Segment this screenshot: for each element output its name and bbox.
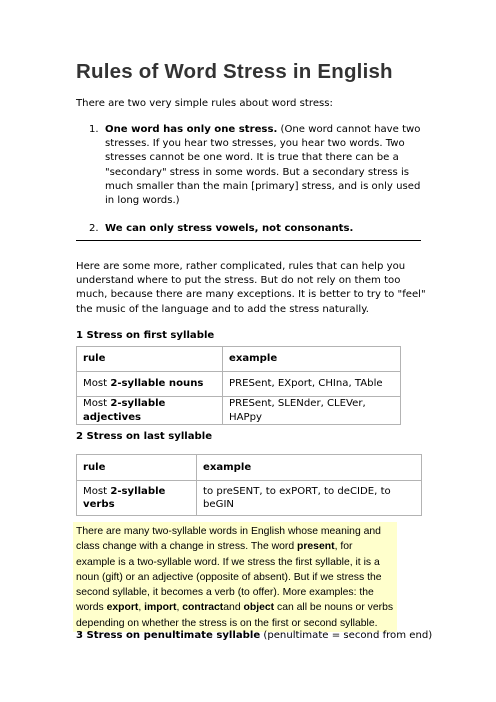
table-row — [77, 397, 401, 425]
rule-bold-text: One word has only one stress. — [105, 124, 278, 135]
example-cell: PRESent, SLENder, CLEVer, HAPpy — [223, 397, 401, 425]
page-title: Rules of Word Stress in English — [76, 60, 393, 83]
horizontal-divider — [76, 240, 421, 241]
example-cell: PRESent, EXport, CHIna, TAble — [223, 372, 401, 397]
stress-table-first-syllable — [76, 346, 401, 425]
list-number: 1. — [89, 124, 99, 135]
column-header-rule: rule — [77, 455, 197, 481]
section-heading: 1 Stress on first syllable — [76, 330, 215, 341]
example-cell: to preSENT, to exPORT, to deCIDE, to beGIN — [197, 481, 422, 516]
highlighted-note: There are many two-syllable words in English whose meaning and class change with a change in stress. The word present, for example is a two-syllable word. If we stress the first syllable, it is a noun (gift) or an adjective (opposite of absent). But if we stress the second syllable, it becomes a verb (to offer). More examples: the words export, import, contractand object can all be nouns or verbs depending on whether the stress is on the first or second syllable. — [73, 522, 397, 632]
list-item — [76, 123, 424, 208]
column-header-rule: rule — [77, 347, 223, 372]
stress-table-last-syllable — [76, 454, 422, 516]
column-header-example: example — [197, 455, 422, 481]
rule-cell: Most 2-syllable verbs — [77, 481, 197, 516]
rule-bold-text: We can only stress vowels, not consonants. — [105, 223, 354, 235]
paragraph-text: Here are some more, rather complicated, rules that can help you understand where to put the stress. But do not rely on them too much, because there are many exceptions. It is better to try to "feel" the music of the language and to add the stress naturally. — [76, 261, 426, 315]
list-number: 2. — [89, 223, 99, 235]
column-header-example: example — [223, 347, 401, 372]
rule-cell: Most 2-syllable adjectives — [77, 397, 223, 425]
rules-list — [76, 123, 424, 236]
section-heading: 2 Stress on last syllable — [76, 431, 213, 442]
rule-cell: Most 2-syllable nouns — [77, 372, 223, 397]
intro-text: There are two very simple rules about word stress: — [76, 98, 333, 109]
list-item — [76, 222, 424, 236]
table-header-row — [77, 455, 422, 481]
section-heading: 3 Stress on penultimate syllable (penultimate = second from end) — [76, 630, 433, 641]
rule-text: (One word cannot have two stresses. If you hear two stresses, you hear two words. Two stresses cannot be one word. It is true that there can be a "secondary" stress in some words. But a secondary stress is much smaller than the main [primary] stress, and is only used in long words.) — [105, 124, 421, 207]
table-row — [77, 481, 422, 516]
table-header-row — [77, 347, 401, 372]
table-row — [77, 372, 401, 397]
